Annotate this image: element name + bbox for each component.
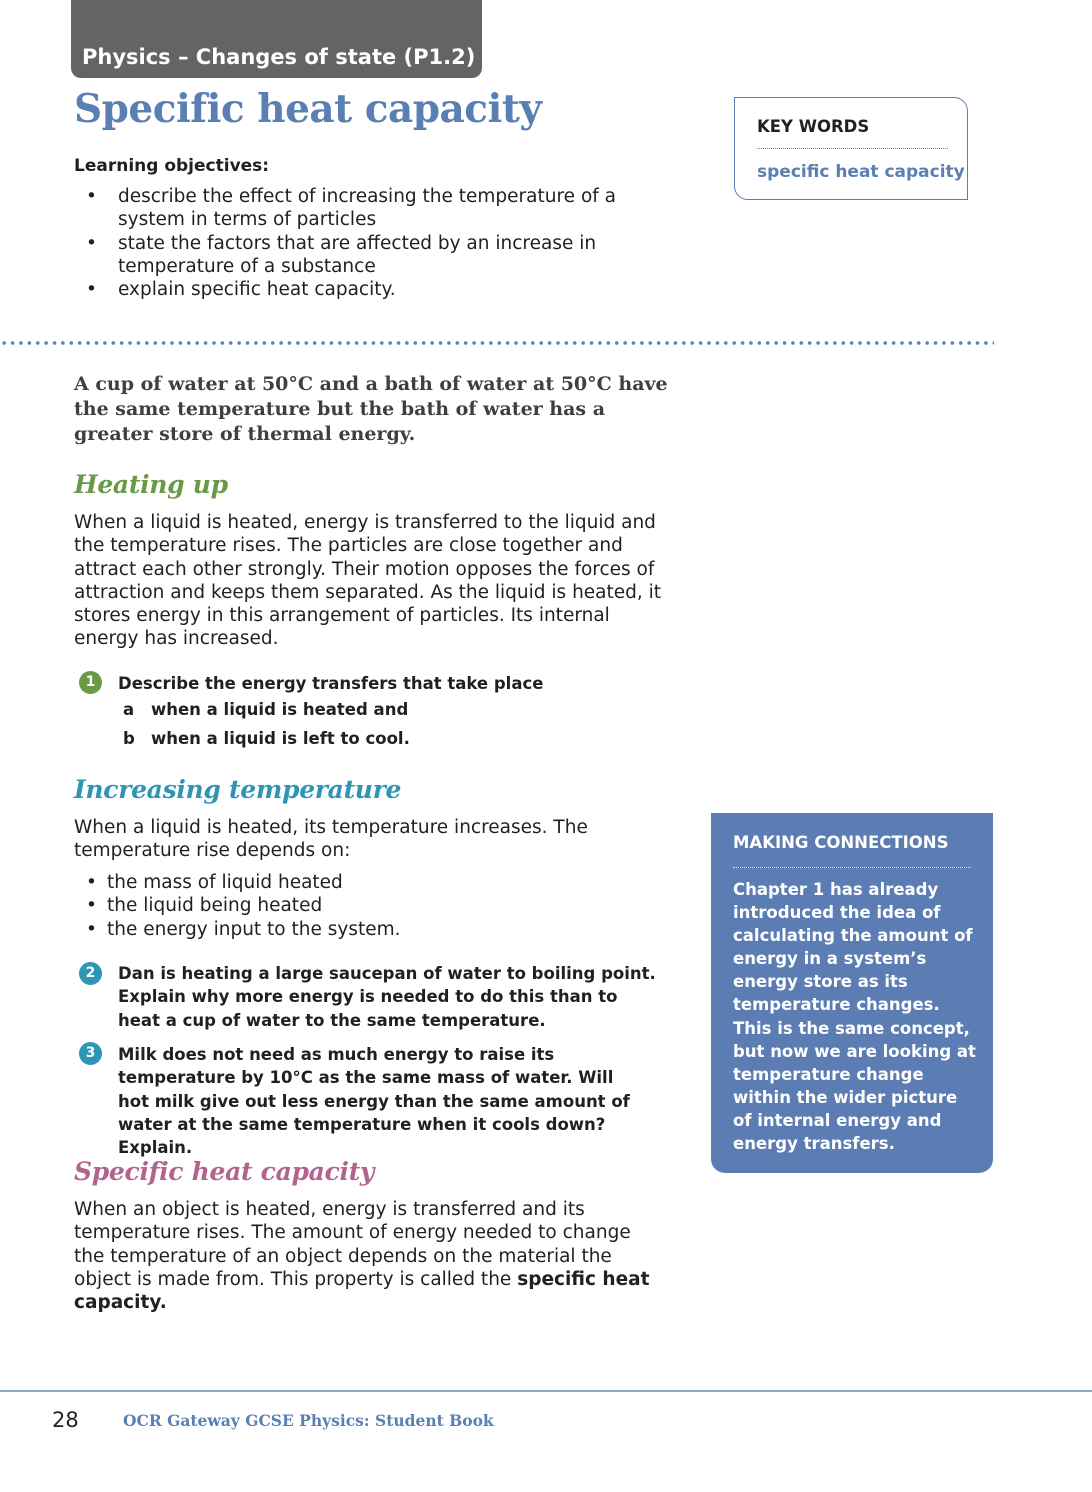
temperature-factors-list	[74, 871, 401, 941]
key-words-box	[734, 97, 968, 200]
learning-objectives-heading: Learning objectives:	[74, 156, 270, 176]
chapter-header-tab	[71, 0, 482, 78]
question-1a-text: when a liquid is heated and	[151, 700, 409, 719]
objective-item: • state the factors that are affected by an increase in temperature of a substance	[74, 232, 654, 279]
question-3-text: Milk does not need as much energy to raise its temperature by 10°C as the same mass of water. Will hot milk give out less energy than the same amount of water at the same temperature when it cools down? Explain.	[118, 1045, 630, 1158]
making-connections-title: MAKING CONNECTIONS	[733, 833, 949, 852]
learning-objectives-list	[74, 185, 654, 301]
question-1b-text: when a liquid is left to cool.	[151, 729, 410, 748]
footer-divider	[0, 1390, 1092, 1392]
dotted-divider	[0, 340, 994, 346]
making-connections-text: Chapter 1 has already introduced the idea of calculating the amount of energy in a system’s energy store as its temperature changes. This is the same concept, but now we are looking at temperature change within the wider picture of internal energy and energy transfers.	[733, 880, 976, 1154]
question-1-number-badge: 1	[79, 671, 102, 694]
key-words-divider	[757, 148, 948, 149]
intro-statement: A cup of water at 50°C and a bath of water at 50°C have the same temperature but the bath of water has a greater store of thermal energy.	[74, 373, 668, 445]
shc-key-term: specific heat capacity.	[74, 1268, 650, 1314]
factor-item: • the liquid being heated	[74, 894, 401, 917]
specific-heat-capacity-paragraph	[74, 1198, 659, 1314]
section-heading-heating-up: Heating up	[74, 470, 228, 499]
key-words-title: KEY WORDS	[757, 117, 870, 136]
chapter-header-label: Physics – Changes of state (P1.2)	[82, 45, 476, 69]
question-3-number-badge: 3	[79, 1042, 102, 1065]
making-connections-divider	[733, 867, 971, 868]
factor-item: • the energy input to the system.	[74, 918, 401, 941]
question-1a-label: a	[123, 700, 135, 719]
question-1-text: Describe the energy transfers that take place	[118, 674, 544, 693]
factor-item: • the mass of liquid heated	[74, 871, 401, 894]
book-title: OCR Gateway GCSE Physics: Student Book	[123, 1411, 494, 1430]
question-1b-label: b	[123, 729, 135, 748]
objective-item: • describe the effect of increasing the temperature of a system in terms of particles	[74, 185, 654, 232]
key-word-term: specific heat capacity	[757, 162, 965, 182]
question-2-number-badge: 2	[79, 962, 102, 985]
section-heading-increasing-temperature: Increasing temperature	[74, 775, 402, 804]
shc-paragraph-text: When an object is heated, energy is transferred and its temperature rises. The amount of energy needed to change the temperature of an object depends on the material the object is made from. This property is called the	[74, 1199, 631, 1290]
making-connections-box	[711, 813, 993, 1173]
objective-item: • explain specific heat capacity.	[74, 278, 654, 301]
page-number: 28	[52, 1408, 79, 1432]
section-heading-specific-heat-capacity: Specific heat capacity	[74, 1157, 375, 1186]
question-2-text: Dan is heating a large saucepan of water to boiling point. Explain why more energy is needed to do this than to heat a cup of water to the same temperature.	[118, 964, 656, 1030]
heating-up-paragraph: When a liquid is heated, energy is transferred to the liquid and the temperature rises. The particles are close together and attract each other strongly. Their motion opposes the forces of attraction and keeps them separated. As the liquid is heated, it stores energy in this arrangement of particles. Its internal energy has increased.	[74, 512, 662, 650]
increasing-temperature-paragraph: When a liquid is heated, its temperature increases. The temperature rise depends on:	[74, 817, 588, 862]
page-title: Specific heat capacity	[74, 86, 542, 132]
